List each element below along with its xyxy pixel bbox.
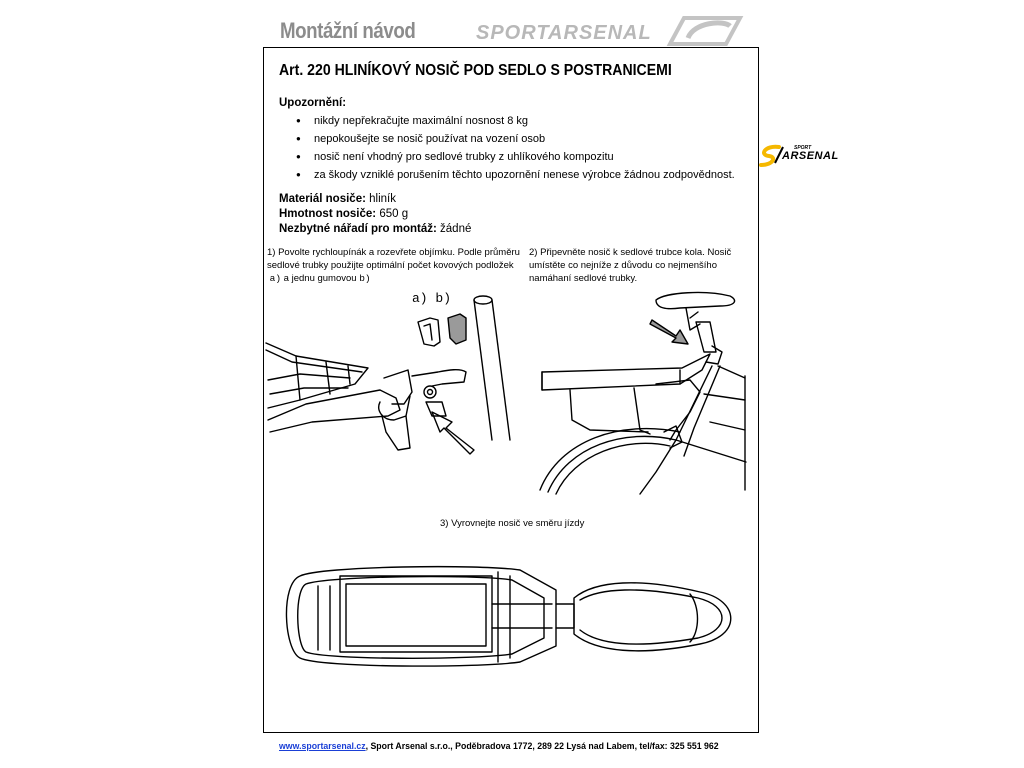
product-title: Art. 220 HLINÍKOVÝ NOSIČ POD SEDLO S POSTRANICEMI	[279, 62, 672, 79]
spec-tools-label: Nezbytné nářadí pro montáž:	[279, 223, 437, 235]
step1-line2: sedlové trubky použijte optimální počet kovových podložek	[267, 260, 514, 271]
logo-brand-text: SPORTARSENAL	[476, 22, 652, 44]
footer	[279, 741, 719, 752]
warning-item: ● nikdy nepřekračujte maximální nosnost 8 kg	[296, 112, 735, 130]
step2-line1: 2) Připevněte nosič k sedlové trubce kola. Nosič	[529, 247, 732, 258]
spec-tools-value: žádné	[436, 223, 472, 235]
document-title: Montážní návod	[280, 18, 416, 43]
step1-mid: a jednu gumovou	[281, 273, 360, 284]
spec-weight-value: 650 g	[376, 208, 409, 220]
step3-text: 3) Vyrovnejte nosič ve směru jízdy	[440, 518, 585, 529]
side-logo-small: SPORT	[794, 145, 812, 151]
step3-top-view-drawing	[286, 567, 730, 666]
step2-line3: namáhaní sedlové trubky.	[529, 273, 638, 284]
spec-weight-label: Hmotnost nosiče:	[279, 208, 377, 220]
website-link[interactable]: www.sportarsenal.cz	[279, 741, 366, 752]
step1-line1: 1) Povolte rychloupínák a rozevřete objímku. Podle průměru	[267, 247, 520, 258]
warnings-heading: Upozornění:	[279, 97, 347, 109]
side-logo-brand: ARSENAL	[782, 150, 839, 162]
spec-material-value: hliník	[365, 193, 396, 205]
step2-line2: umístěte co nejníže z důvodu co nejmenšího	[529, 260, 718, 271]
step1-a: a)	[269, 273, 282, 284]
step2-bike-rack-drawing	[540, 293, 746, 494]
warning-item: ● za škody vzniklé porušením těchto upozornění nenese výrobce žádnou zodpovědnost.	[296, 166, 735, 184]
warning-item: ● nosič není vhodný pro sedlové trubky z uhlíkového kompozitu	[296, 148, 735, 166]
step1-b: b)	[359, 273, 371, 284]
step1-rack-clamp-drawing	[266, 296, 510, 454]
warning-item: ● nepokoušejte se nosič používat na vození osob	[296, 130, 735, 148]
spec-material-label: Materiál nosiče:	[279, 193, 366, 205]
footer-address: , Sport Arsenal s.r.o., Poděbradova 1772, 289 22 Lysá nad Labem, tel/fax: 325 551 962	[365, 741, 719, 752]
parts-label-ab: a) b)	[412, 291, 452, 306]
